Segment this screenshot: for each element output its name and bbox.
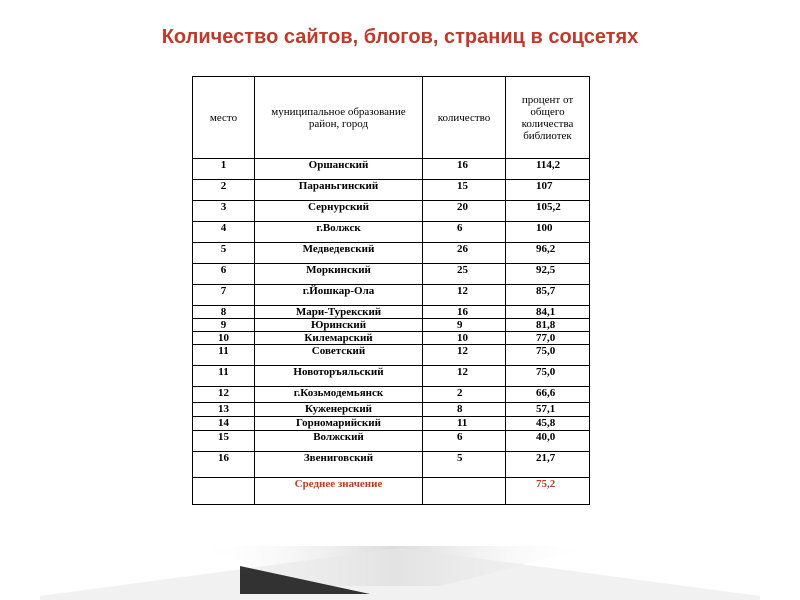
- table-row: [193, 452, 590, 478]
- ranking-table: [192, 76, 590, 505]
- cell-place: 15: [193, 431, 255, 452]
- cell-place: 2: [193, 180, 255, 201]
- cell-municipality: Медведевский: [255, 243, 423, 264]
- cell-municipality: Советский: [255, 345, 423, 366]
- summary-percent: 75,2: [506, 478, 590, 505]
- table-row: [193, 319, 590, 332]
- cell-count: 9: [423, 319, 506, 332]
- cell-count: 16: [423, 159, 506, 180]
- summary-label: Среднее значение: [255, 478, 423, 505]
- cell-count: 16: [423, 306, 506, 319]
- cell-municipality: Куженерский: [255, 403, 423, 417]
- table-row: [193, 345, 590, 366]
- table-row: [193, 264, 590, 285]
- cell-count: 10: [423, 332, 506, 345]
- cell-count: 12: [423, 366, 506, 387]
- cell-municipality: Параньгинский: [255, 180, 423, 201]
- cell-count: 8: [423, 403, 506, 417]
- cell-place: 14: [193, 417, 255, 431]
- table-row: [193, 387, 590, 403]
- table-row: [193, 180, 590, 201]
- cell-percent: 85,7: [506, 285, 590, 306]
- cell-percent: 77,0: [506, 332, 590, 345]
- cell-municipality: г.Волжск: [255, 222, 423, 243]
- cell-place: 12: [193, 387, 255, 403]
- cell-place: 13: [193, 403, 255, 417]
- cell-municipality: г.Козьмодемьянск: [255, 387, 423, 403]
- table-row: [193, 201, 590, 222]
- cell-place: 4: [193, 222, 255, 243]
- header-count: количество: [423, 77, 506, 159]
- header-percent: процент от общего количества библиотек: [506, 77, 590, 159]
- cell-percent: 100: [506, 222, 590, 243]
- cell-place: 11: [193, 366, 255, 387]
- cell-count: 12: [423, 285, 506, 306]
- cell-municipality: Звениговский: [255, 452, 423, 478]
- cell-percent: 75,0: [506, 366, 590, 387]
- header-place: место: [193, 77, 255, 159]
- cell-municipality: Юринский: [255, 319, 423, 332]
- cell-count: 26: [423, 243, 506, 264]
- cell-place: 16: [193, 452, 255, 478]
- cell-percent: 40,0: [506, 431, 590, 452]
- cell-place: 9: [193, 319, 255, 332]
- cell-count: 5: [423, 452, 506, 478]
- cell-percent: 105,2: [506, 201, 590, 222]
- cell-municipality: Сернурский: [255, 201, 423, 222]
- summary-place-empty: [193, 478, 255, 505]
- table-row: [193, 417, 590, 431]
- cell-count: 11: [423, 417, 506, 431]
- cell-place: 10: [193, 332, 255, 345]
- cell-municipality: Килемарский: [255, 332, 423, 345]
- table-row: [193, 285, 590, 306]
- cell-percent: 92,5: [506, 264, 590, 285]
- cell-percent: 57,1: [506, 403, 590, 417]
- cell-municipality: Волжский: [255, 431, 423, 452]
- cell-place: 7: [193, 285, 255, 306]
- table-row: [193, 159, 590, 180]
- summary-row: [193, 478, 590, 505]
- table-body: [193, 159, 590, 505]
- slide-title: Количество сайтов, блогов, страниц в соцсетях: [161, 26, 639, 48]
- cell-place: 1: [193, 159, 255, 180]
- cell-count: 20: [423, 201, 506, 222]
- header-municipality: муниципальное образование район, город: [255, 77, 423, 159]
- table-row: [193, 431, 590, 452]
- cell-percent: 84,1: [506, 306, 590, 319]
- cell-percent: 21,7: [506, 452, 590, 478]
- cell-percent: 45,8: [506, 417, 590, 431]
- cell-percent: 107: [506, 180, 590, 201]
- table-row: [193, 403, 590, 417]
- cell-place: 6: [193, 264, 255, 285]
- table-header-row: [193, 77, 590, 159]
- cell-place: 8: [193, 306, 255, 319]
- table-row: [193, 306, 590, 319]
- cell-count: 6: [423, 222, 506, 243]
- cell-percent: 66,6: [506, 387, 590, 403]
- cell-municipality: Мари-Турекский: [255, 306, 423, 319]
- cell-count: 2: [423, 387, 506, 403]
- cell-municipality: Моркинский: [255, 264, 423, 285]
- cell-percent: 75,0: [506, 345, 590, 366]
- cell-count: 25: [423, 264, 506, 285]
- table-row: [193, 222, 590, 243]
- cell-count: 12: [423, 345, 506, 366]
- cell-place: 3: [193, 201, 255, 222]
- cell-municipality: Новоторъяльский: [255, 366, 423, 387]
- table-row: [193, 332, 590, 345]
- table-row: [193, 366, 590, 387]
- summary-count-empty: [423, 478, 506, 505]
- cell-percent: 96,2: [506, 243, 590, 264]
- cell-municipality: г.Йошкар-Ола: [255, 285, 423, 306]
- cell-place: 5: [193, 243, 255, 264]
- cell-place: 11: [193, 345, 255, 366]
- cell-count: 15: [423, 180, 506, 201]
- cell-count: 6: [423, 431, 506, 452]
- cell-percent: 81,8: [506, 319, 590, 332]
- cell-municipality: Оршанский: [255, 159, 423, 180]
- cell-percent: 114,2: [506, 159, 590, 180]
- cell-municipality: Горномарийский: [255, 417, 423, 431]
- table-row: [193, 243, 590, 264]
- footer-decoration: [40, 546, 760, 600]
